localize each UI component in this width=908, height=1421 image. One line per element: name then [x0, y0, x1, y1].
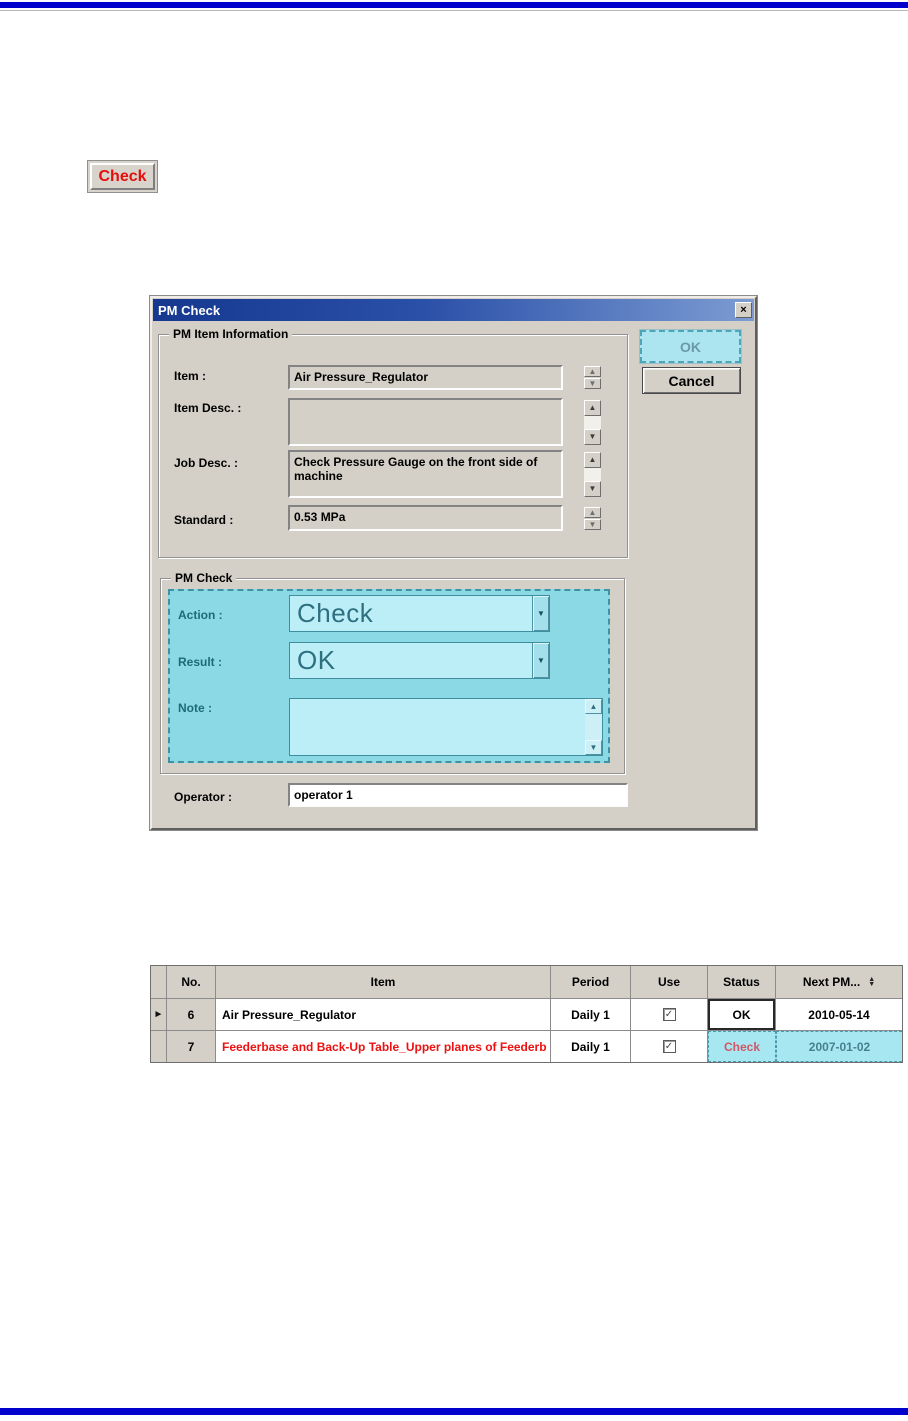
scroll-up-icon: ▲: [588, 455, 597, 464]
standard-label: Standard :: [174, 513, 234, 527]
cell-use: [631, 1031, 708, 1062]
cell-item: Feederbase and Back-Up Table_Upper planes of Feederb: [216, 1031, 551, 1062]
cell-next-pm: 2007-01-02: [776, 1031, 902, 1062]
cell-no: 6: [167, 999, 216, 1031]
col-header-item[interactable]: Item: [216, 966, 551, 999]
action-label: Action :: [178, 608, 223, 622]
top-blue-rule: [0, 2, 908, 8]
cell-period: Daily 1: [551, 999, 631, 1031]
chevron-down-icon[interactable]: ▼: [532, 596, 549, 631]
item-desc-scrollbar[interactable]: [584, 400, 601, 445]
item-spinner[interactable]: [584, 366, 601, 389]
top-gray-rule: [0, 10, 908, 11]
item-desc-textarea[interactable]: [288, 398, 563, 446]
scroll-down-icon: ▼: [588, 484, 597, 493]
note-value: [290, 699, 585, 755]
pm-item-information-legend: PM Item Information: [169, 327, 292, 342]
action-value: Check: [297, 598, 374, 628]
spin-down-icon: ▼: [588, 378, 597, 388]
note-label: Note :: [178, 701, 212, 715]
use-checkbox[interactable]: ✓: [663, 1040, 676, 1053]
col-header-no[interactable]: No.: [167, 966, 216, 999]
spin-up-icon: ▲: [588, 507, 597, 517]
dialog-titlebar[interactable]: [153, 299, 754, 321]
spin-up-icon: ▲: [588, 366, 597, 376]
scroll-up-icon: ▲: [588, 403, 597, 412]
note-textarea[interactable]: [289, 698, 603, 756]
job-desc-textarea[interactable]: Check Pressure Gauge on the front side of machine: [288, 450, 563, 498]
item-label: Item :: [174, 369, 207, 383]
cell-use: [631, 999, 708, 1031]
scroll-up-icon: ▲: [589, 702, 598, 711]
bottom-blue-rule: [0, 1408, 908, 1415]
result-value: OK: [297, 645, 336, 675]
cell-next-pm: 2010-05-14: [776, 999, 902, 1031]
table-row[interactable]: [151, 999, 902, 1031]
pm-items-table: [150, 965, 903, 1063]
cell-item: Air Pressure_Regulator: [216, 999, 551, 1031]
close-icon[interactable]: ×: [735, 302, 752, 318]
pm-check-legend: PM Check: [171, 571, 236, 586]
operator-label: Operator :: [174, 790, 233, 804]
cancel-button[interactable]: Cancel: [642, 367, 741, 394]
ok-button[interactable]: OK: [640, 330, 741, 363]
cell-status[interactable]: Check: [708, 1031, 776, 1062]
col-header-period[interactable]: Period: [551, 966, 631, 999]
standard-spinner[interactable]: [584, 507, 601, 530]
result-label: Result :: [178, 655, 223, 669]
spin-down-icon: ▼: [588, 519, 597, 529]
scroll-down-icon: ▼: [588, 432, 597, 441]
col-header-status[interactable]: Status: [708, 966, 776, 999]
scroll-down-icon: ▼: [589, 743, 598, 752]
cell-period: Daily 1: [551, 1031, 631, 1062]
sort-icon[interactable]: ▲ ▼: [868, 976, 876, 988]
action-combobox[interactable]: [289, 595, 550, 632]
check-button-label: Check: [90, 163, 155, 190]
chevron-down-icon[interactable]: ▼: [532, 643, 549, 678]
check-button[interactable]: [87, 160, 158, 193]
row-selector-cell[interactable]: [151, 999, 167, 1031]
col-header-next-pm[interactable]: Next PM... ▲ ▼: [776, 966, 902, 999]
use-checkbox[interactable]: ✓: [663, 1008, 676, 1021]
operator-input[interactable]: operator 1: [288, 783, 628, 807]
cell-status[interactable]: OK: [708, 999, 776, 1031]
job-desc-label: Job Desc. :: [174, 456, 239, 470]
item-input[interactable]: Air Pressure_Regulator: [288, 365, 563, 390]
row-selector-cell[interactable]: [151, 1031, 167, 1062]
note-scrollbar[interactable]: [585, 699, 602, 755]
row-marker-icon: ►: [153, 1009, 164, 1020]
table-header-row: [151, 966, 902, 999]
dialog-title: PM Check: [158, 302, 221, 318]
col-header-use[interactable]: Use: [631, 966, 708, 999]
selector-column-header: [151, 966, 167, 999]
table-row[interactable]: [151, 1031, 902, 1062]
job-desc-scrollbar[interactable]: [584, 452, 601, 497]
result-combobox[interactable]: [289, 642, 550, 679]
item-desc-label: Item Desc. :: [174, 401, 242, 415]
cell-no: 7: [167, 1031, 216, 1062]
standard-input[interactable]: 0.53 MPa: [288, 505, 563, 531]
